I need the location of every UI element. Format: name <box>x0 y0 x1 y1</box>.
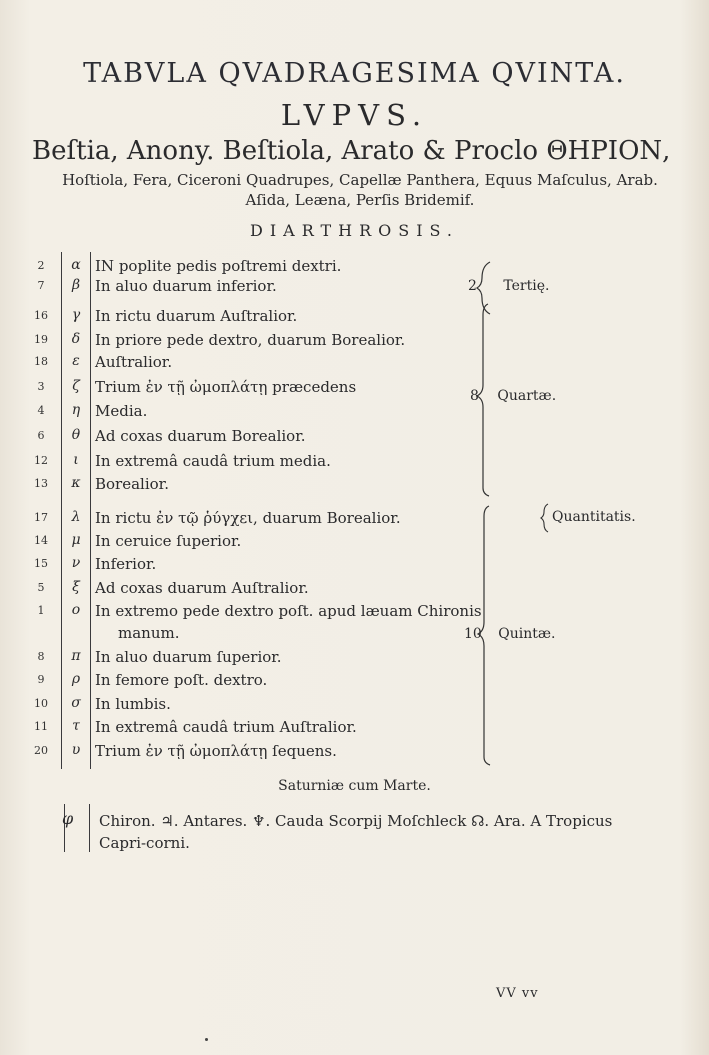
star-description: In extremâ caudâ trium Auſtralior. <box>95 718 357 736</box>
star-letter: β <box>71 277 81 293</box>
star-description: IN poplite pedis poſtremi dextri. <box>95 257 342 275</box>
page-speck <box>205 1038 208 1041</box>
star-number: 20 <box>34 744 48 757</box>
table-title: TABVLA QVADRAGESIMA QVINTA. <box>83 58 626 89</box>
star-number: 11 <box>34 720 48 733</box>
star-number: 7 <box>37 279 45 292</box>
star-letter: ι <box>73 452 79 468</box>
star-number: 19 <box>34 333 48 346</box>
group-label: Quartæ. <box>497 388 557 404</box>
star-letter: ζ <box>72 378 80 394</box>
star-number: 18 <box>34 355 48 368</box>
group-count: 2 <box>468 278 477 294</box>
group-label: Tertię. <box>503 278 550 294</box>
star-letter: ν <box>71 555 81 571</box>
star-letter: η <box>71 402 81 418</box>
description-continuation: manum. <box>118 624 180 642</box>
star-letter: ρ <box>71 671 81 687</box>
star-description: In priore pede dextro, duarum Borealior. <box>95 331 406 349</box>
star-letter: ε <box>72 353 80 369</box>
star-letter: ο <box>71 602 81 618</box>
star-number: 6 <box>37 429 45 442</box>
group-quartae <box>470 388 556 404</box>
star-number: 9 <box>37 673 45 686</box>
star-number: 8 <box>37 650 45 663</box>
phi-letter: φ <box>62 809 74 828</box>
star-letter: μ <box>71 532 81 548</box>
group-quintae <box>464 626 556 642</box>
quantitatis-label: Quantitatis. <box>552 509 636 525</box>
section-heading: DIARTHROSIS. <box>249 221 459 240</box>
star-description: Media. <box>95 402 148 420</box>
constellation-name: LVPVS. <box>280 98 429 132</box>
star-number: 12 <box>34 454 48 467</box>
chiron-note: Chiron. ♃. Antares. ♆. Cauda Scorpij Moſchleck ☊. Ara. A Tropicus Capri-corni. <box>99 812 613 852</box>
star-number: 15 <box>34 557 48 570</box>
group-tertie <box>468 278 549 294</box>
star-description: In rictu duarum Auſtralior. <box>95 307 298 325</box>
star-number: 10 <box>34 697 48 710</box>
star-number: 1 <box>37 604 45 617</box>
star-description: In extremo pede dextro poſt. apud læuam Chironis <box>95 602 482 620</box>
group-count: 10 <box>464 626 482 642</box>
star-description: Auſtralior. <box>95 353 173 371</box>
star-letter: λ <box>71 509 81 525</box>
star-description: Inferior. <box>95 555 157 573</box>
star-letter: δ <box>71 331 81 347</box>
star-description: Ad coxas duarum Auſtralior. <box>95 579 309 597</box>
star-description: In aluo duarum inferior. <box>95 277 277 295</box>
star-number: 16 <box>34 309 48 322</box>
star-number: 5 <box>37 581 45 594</box>
star-letter: θ <box>71 427 81 443</box>
star-description: In lumbis. <box>95 695 171 713</box>
star-letter: κ <box>71 475 81 491</box>
star-description: In femore poſt. dextro. <box>95 671 268 689</box>
star-description: Trium ἐν τῇ ὠμοπλάτῃ ſequens. <box>95 742 337 760</box>
star-letter: τ <box>72 718 80 734</box>
star-description: Trium ἐν τῇ ὠμοπλάτῃ præcedens <box>95 378 357 396</box>
star-number: 17 <box>34 511 48 524</box>
alternate-names-line2: Hoſtiola, Fera, Ciceroni Quadrupes, Capellæ Panthera, Equus Maſculus, Arab. <box>62 171 658 189</box>
alternate-names-line3: Aſida, Leæna, Perſis Bridemif. <box>245 191 475 209</box>
star-letter: υ <box>71 742 81 758</box>
signature-mark: VV vv <box>496 986 539 1001</box>
star-description: In rictu ἐν τῷ ῥύγχει, duarum Borealior. <box>95 509 401 527</box>
star-letter: γ <box>71 307 81 323</box>
group-label: Quintæ. <box>498 626 556 642</box>
saturniae-heading: Saturniæ cum Marte. <box>278 778 431 794</box>
star-letter: σ <box>71 695 81 711</box>
star-letter: π <box>71 648 81 664</box>
group-count: 8 <box>470 388 479 404</box>
star-description: Ad coxas duarum Borealior. <box>95 427 306 445</box>
alternate-names: Beſtia, Anony. Beſtiola, Arato & Proclo ΘΗΡΙΟΝ, <box>32 136 671 166</box>
star-description: In ceruice ſuperior. <box>95 532 242 550</box>
star-number: 3 <box>37 380 45 393</box>
star-number: 14 <box>34 534 48 547</box>
star-description: Borealior. <box>95 475 169 493</box>
star-description: In aluo duarum ſuperior. <box>95 648 282 666</box>
star-letter: ξ <box>72 579 80 595</box>
star-number: 13 <box>34 477 48 490</box>
star-description: In extremâ caudâ trium media. <box>95 452 331 470</box>
star-number: 2 <box>37 259 45 272</box>
star-letter: α <box>71 257 81 273</box>
star-number: 4 <box>37 404 45 417</box>
